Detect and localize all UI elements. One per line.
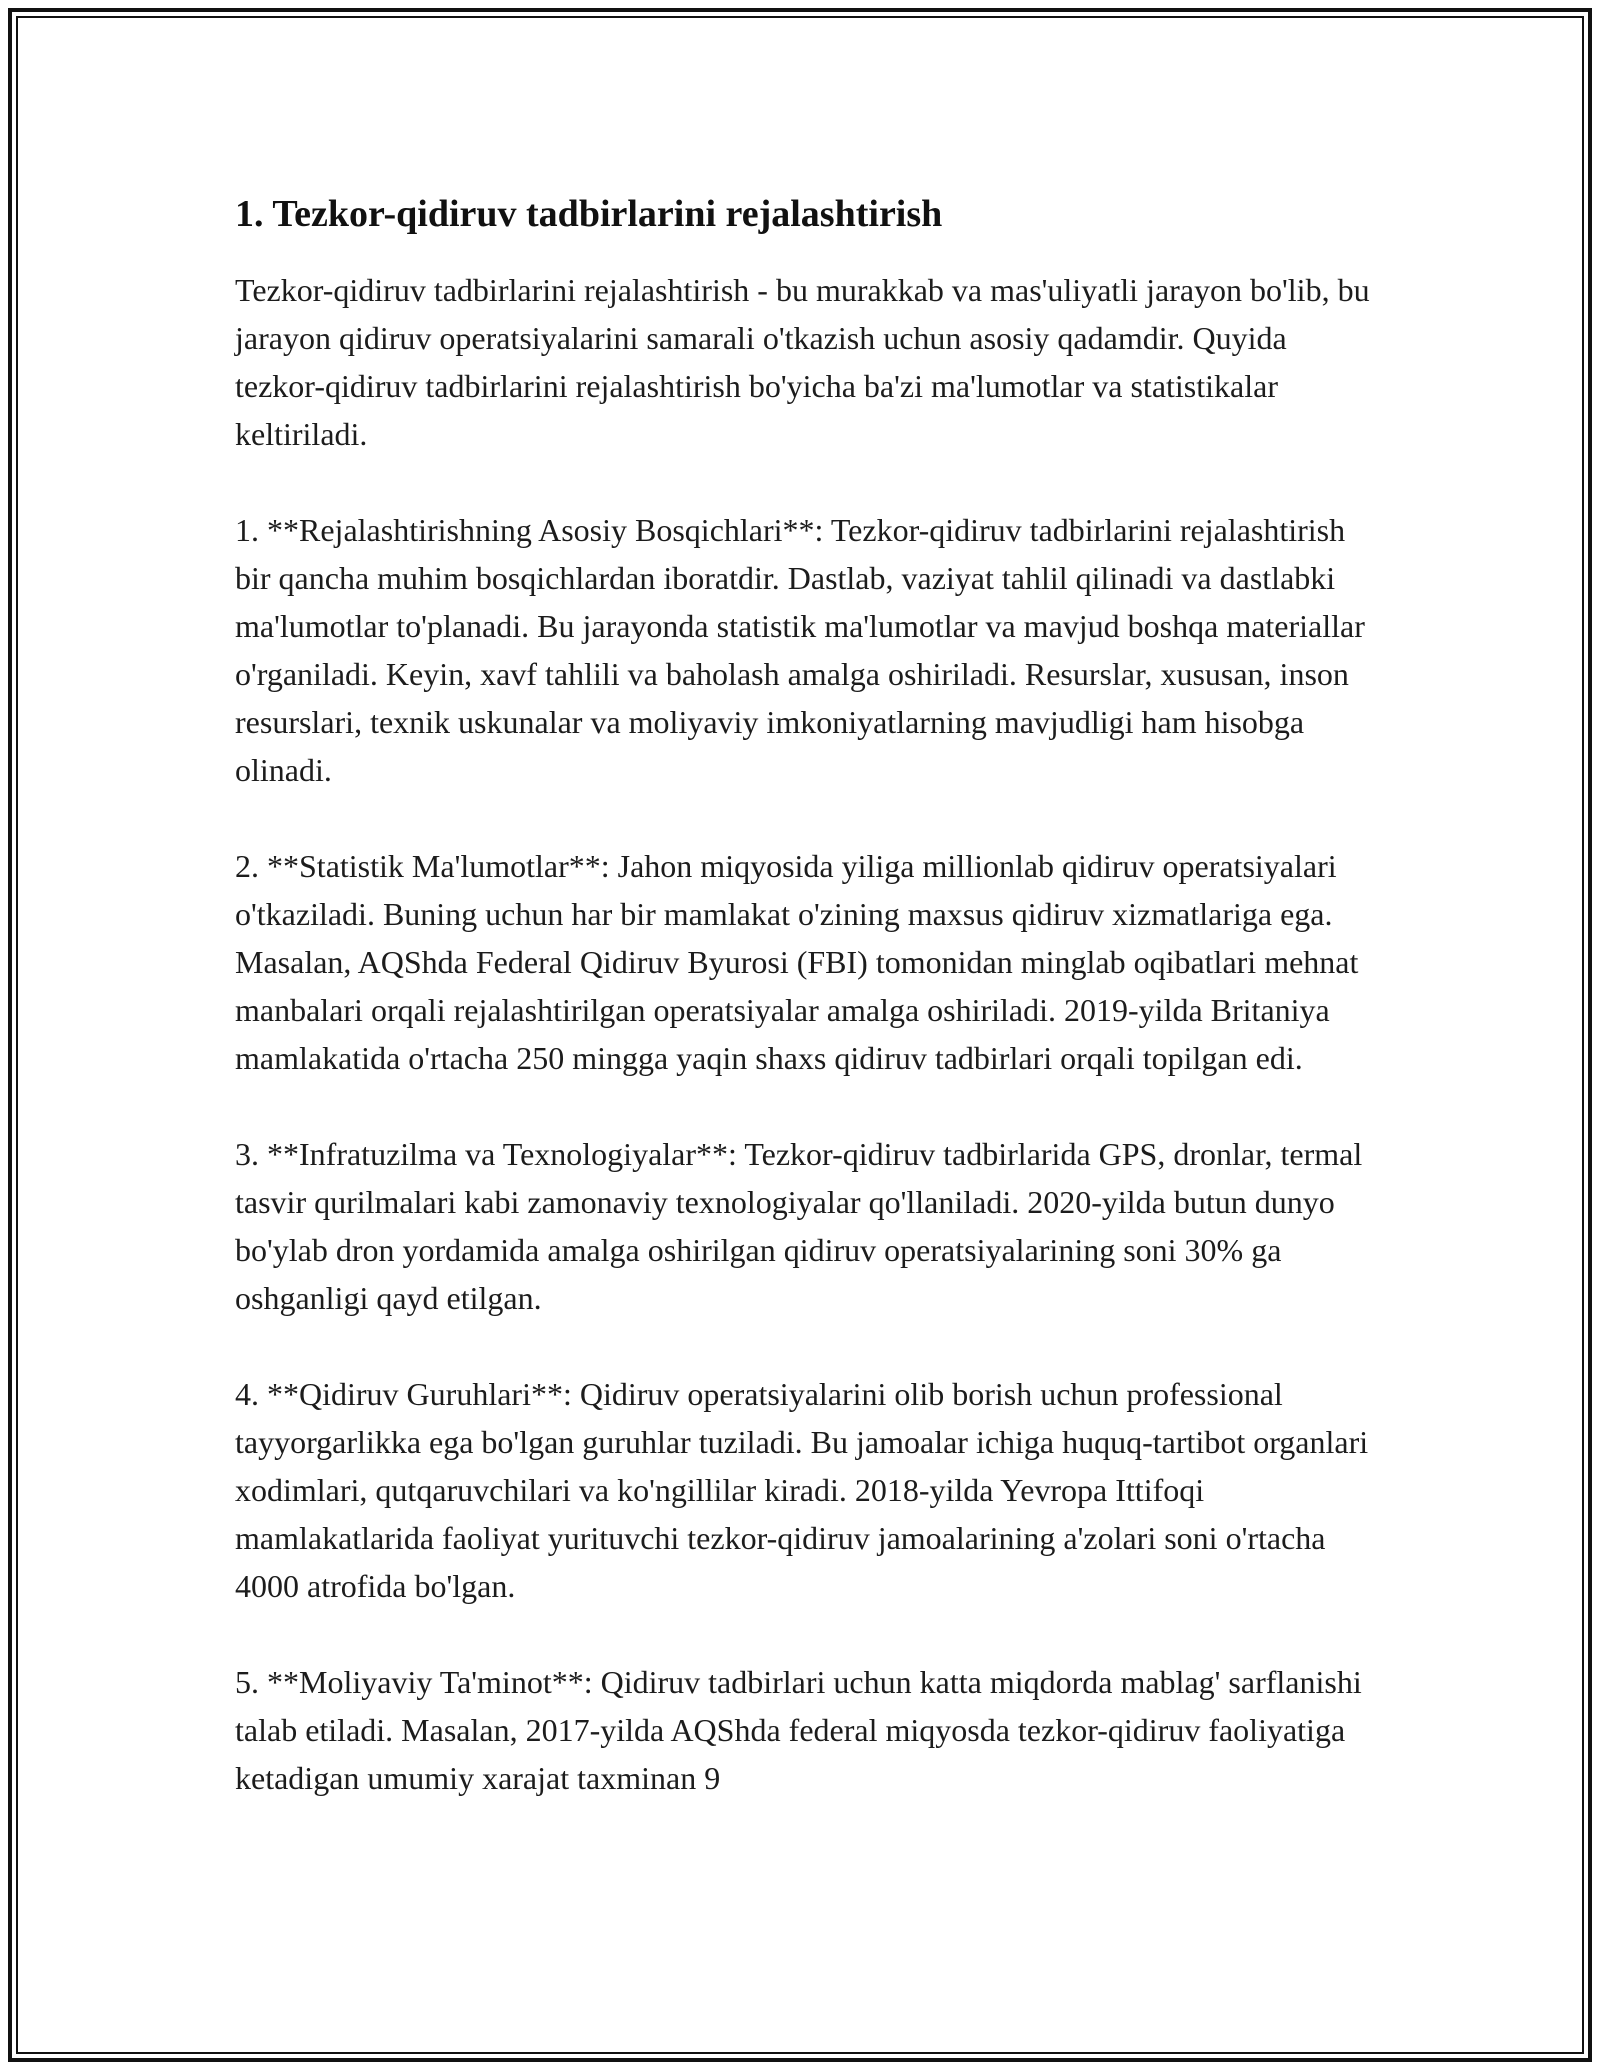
- paragraph-teams: 4. **Qidiruv Guruhlari**: Qidiruv operatsiyalarini olib borish uchun professional tayyorgarlikka ega bo'lgan guruhlar tuziladi. Bu jamoalar ichiga huquq-tartibot organlari xodimlari, qutqaruvchilari va ko'ngillilar kiradi. 2018-yilda Yevropa Ittifoqi mamlakatlarida faoliyat yurituvchi tezkor-qidiruv jamoalarining a'zolari soni o'rtacha 4000 atrofida bo'lgan.: [235, 1376, 1369, 1604]
- intro-paragraph: Tezkor-qidiruv tadbirlarini rejalashtirish - bu murakkab va mas'uliyatli jarayon bo'lib, bu jarayon qidiruv operatsiyalarini samarali o'tkazish uchun asosiy qadamdir. Quyida tezkor-qidiruv tadbirlarini rejalashtirish bo'yicha ba'zi ma'lumotlar va statistikalar keltiriladi.: [235, 272, 1370, 452]
- paragraph-technology: 3. **Infratuzilma va Texnologiyalar**: Tezkor-qidiruv tadbirlarida GPS, dronlar, termal tasvir qurilmalari kabi zamonaviy texnologiyalar qo'llaniladi. 2020-yilda butun dunyo bo'ylab dron yordamida amalga oshirilgan qidiruv operatsiyalarining soni 30% ga oshganligi qayd etilgan.: [235, 1136, 1363, 1316]
- paragraph-statistics: 2. **Statistik Ma'lumotlar**: Jahon miqyosida yiliga millionlab qidiruv operatsiyalari o'tkaziladi. Buning uchun har bir mamlakat o'zining maxsus qidiruv xizmatlariga ega. Masalan, AQShda Federal Qidiruv Byurosi (FBI) tomonidan minglab oqibatlari mehnat manbalari orqali rejalashtirilgan operatsiyalar amalga oshiriladi. 2019-yilda Britaniya mamlakatida o'rtacha 250 mingga yaqin shaxs qidiruv tadbirlari orqali topilgan edi.: [235, 848, 1359, 1076]
- document-body: [235, 190, 1375, 1850]
- paragraph-funding: 5. **Moliyaviy Ta'minot**: Qidiruv tadbirlari uchun katta miqdorda mablag' sarflanishi talab etiladi. Masalan, 2017-yilda AQShda federal miqyosda tezkor-qidiruv faoliyatiga ketadigan umumiy xarajat taxminan 9: [235, 1664, 1362, 1796]
- paragraph-stages: 1. **Rejalashtirishning Asosiy Bosqichlari**: Tezkor-qidiruv tadbirlarini rejalashtirish bir qancha muhim bosqichlardan iboratdir. Dastlab, vaziyat tahlil qilinadi va dastlabki ma'lumotlar to'planadi. Bu jarayonda statistik ma'lumotlar va mavjud boshqa materiallar o'rganiladi. Keyin, xavf tahlili va baholash amalga oshiriladi. Resurslar, xususan, inson resurslari, texnik uskunalar va moliyaviy imkoniyatlarning mavjudligi ham hisobga olinadi.: [235, 512, 1365, 788]
- section-heading: 1. Tezkor-qidiruv tadbirlarini rejalashtirish: [235, 193, 943, 235]
